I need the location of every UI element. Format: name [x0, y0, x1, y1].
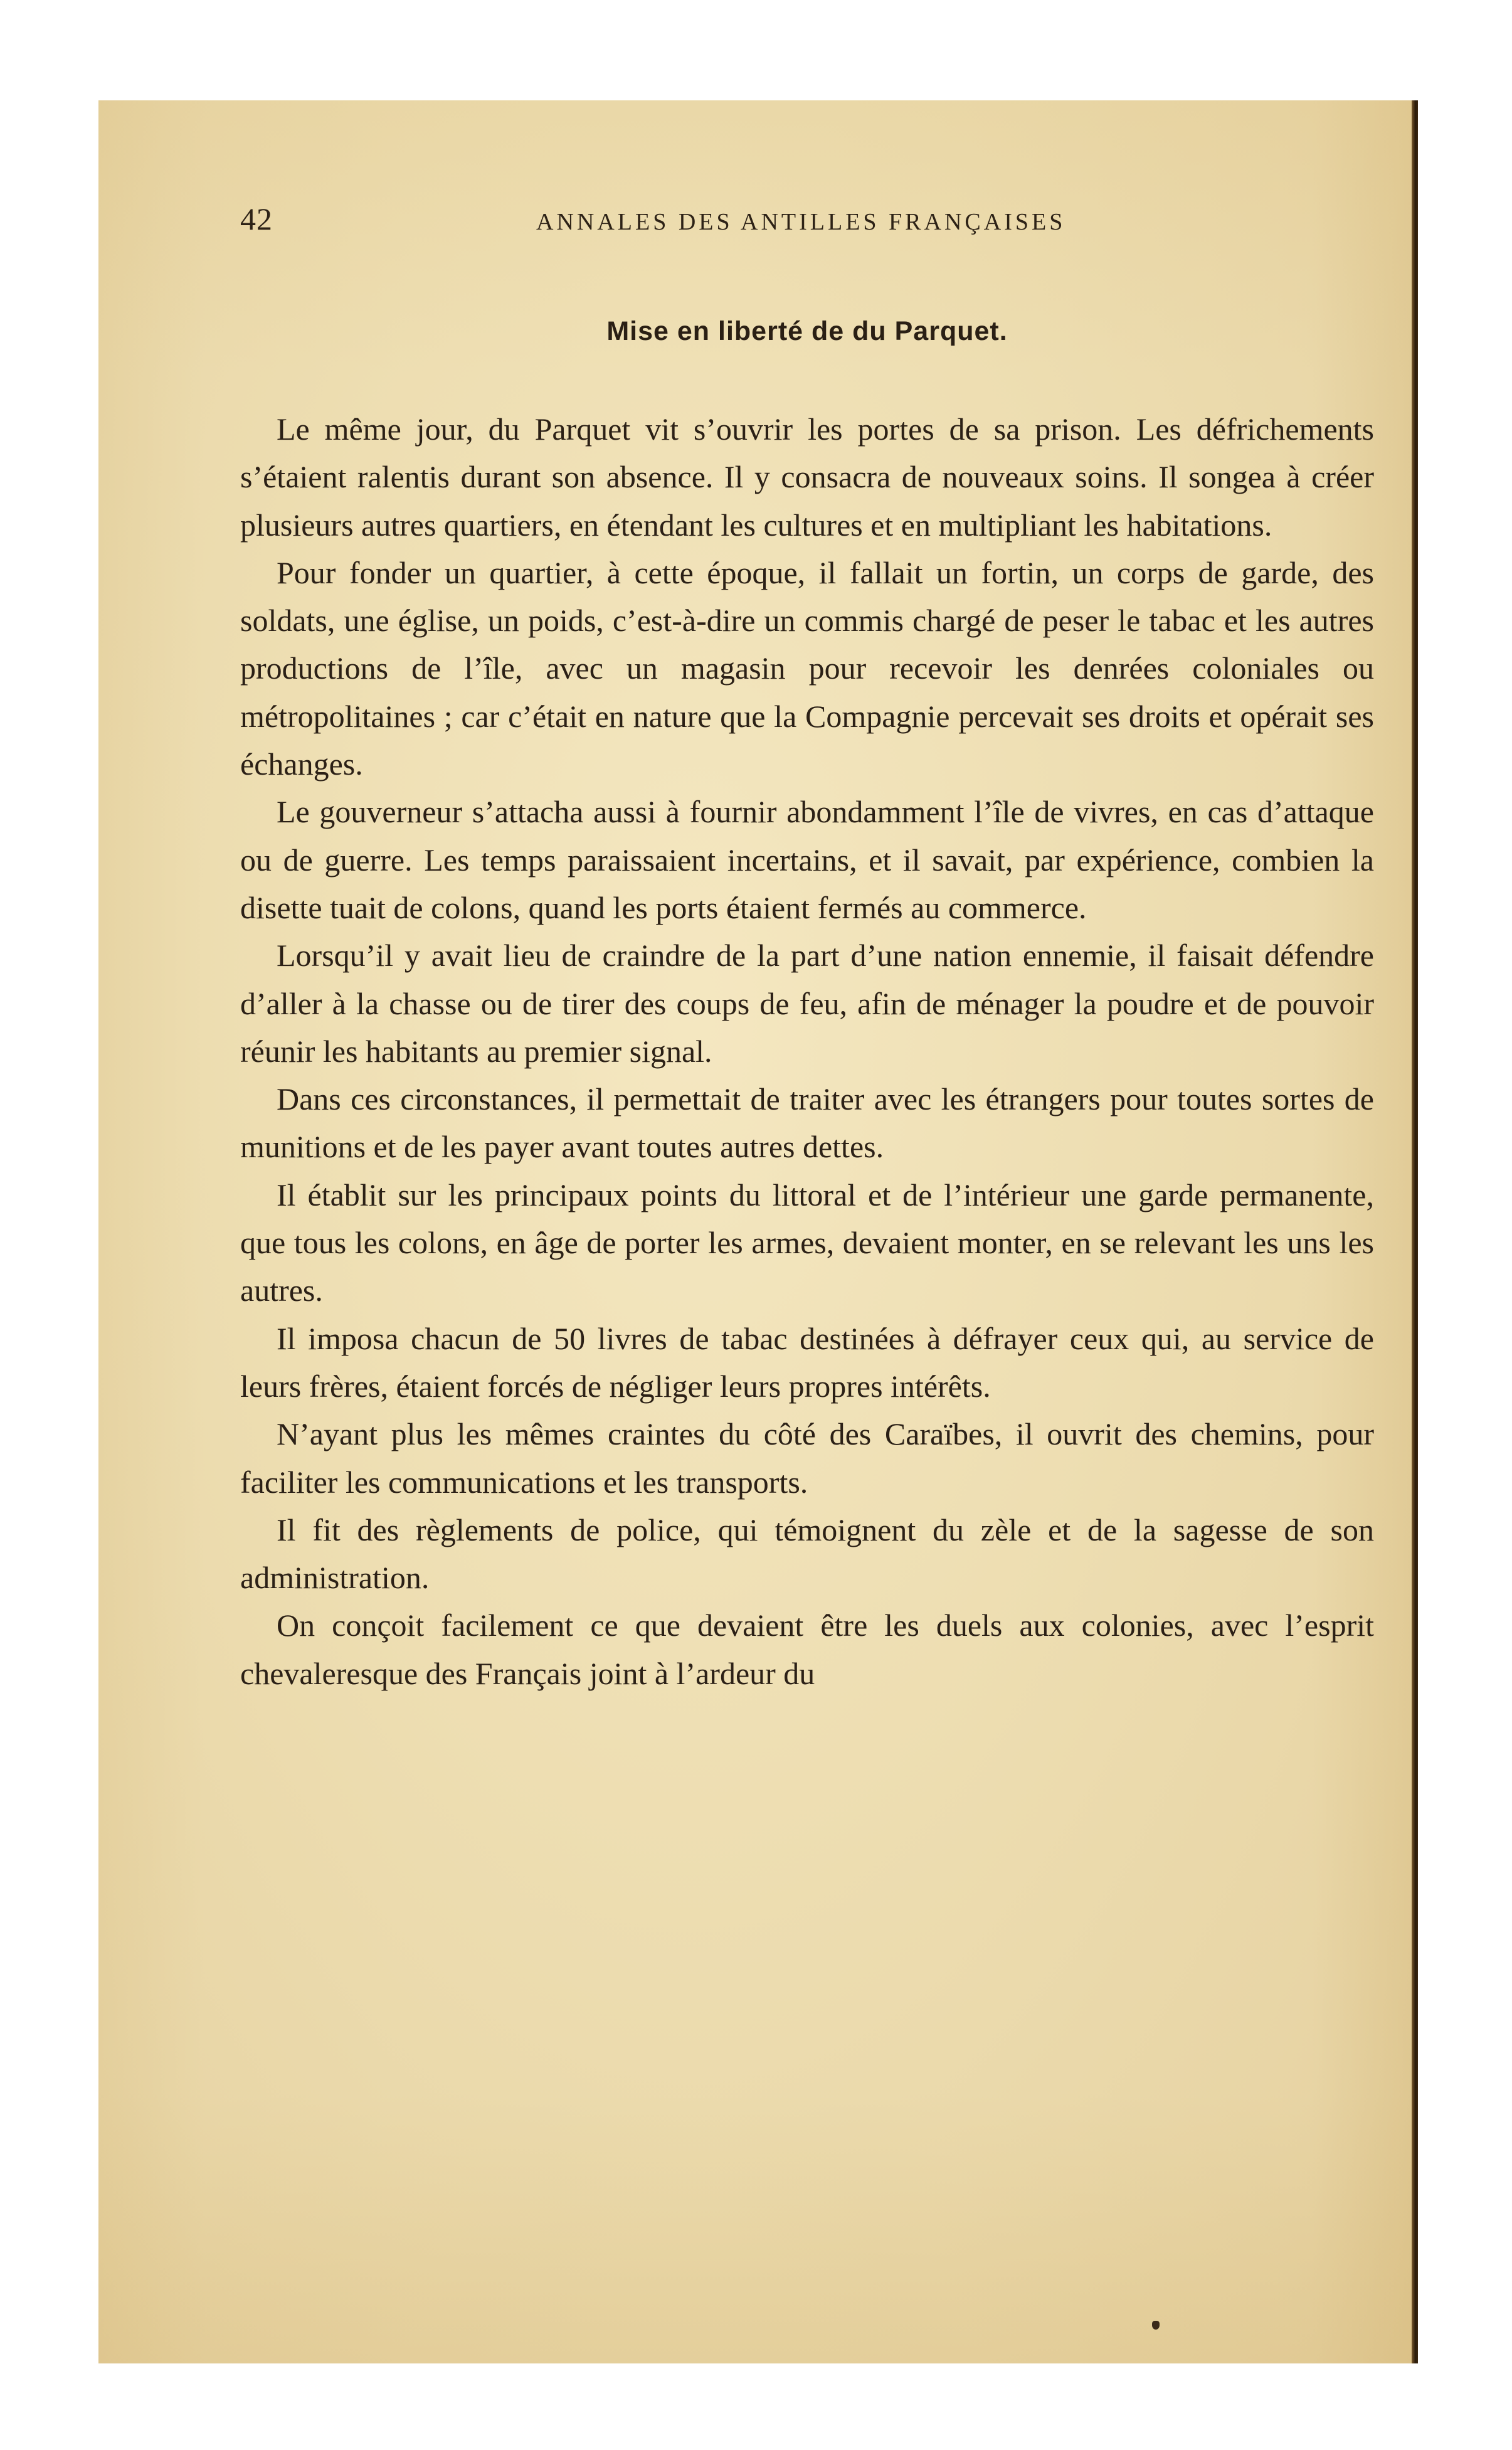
page-number: 42	[240, 201, 273, 236]
paragraph: Lorsqu’il y avait lieu de craindre de la part d’une nation ennemie, il faisait défendre d’aller à la chasse ou de tirer des coups de feu, afin de ménager la poudre et de pouvoir réunir les habitants au premier signal.	[240, 938, 1374, 1069]
paragraph: Pour fonder un quartier, à cette époque, il fallait un fortin, un corps de garde, des soldats, une église, un poids, c’est-à-dire un commis chargé de peser le tabac et les autres productions de l’île, avec un magasin pour recevoir les denrées coloniales ou métropolitaines ; car c’était en nature que la Compagnie percevait ses droits et opérait ses échanges.	[240, 554, 1374, 782]
ink-speck	[1152, 2321, 1160, 2330]
paragraph: Le gouverneur s’attacha aussi à fournir abondamment l’île de vivres, en cas d’attaque ou de guerre. Les temps paraissaient incertains, et il savait, par expérience, combien la disette tuait de colons, quand les ports étaient fermés au commerce.	[240, 794, 1374, 925]
paragraph: Il imposa chacun de 50 livres de tabac destinées à défrayer ceux qui, au service de leurs frères, étaient forcés de négliger leurs propres intérêts.	[240, 1320, 1374, 1404]
page-edge	[1412, 100, 1418, 2363]
paragraph: N’ayant plus les mêmes craintes du côté des Caraïbes, il ouvrit des chemins, pour faciliter les communications et les transports.	[240, 1416, 1374, 1500]
paragraph: Dans ces circonstances, il permettait de traiter avec les étrangers pour toutes sortes de munitions et de les payer avant toutes autres dettes.	[240, 1081, 1374, 1165]
paragraph: Il fit des règlements de police, qui témoignent du zèle et de la sagesse de son administration.	[240, 1512, 1374, 1596]
paragraph: Il établit sur les principaux points du littoral et de l’intérieur une garde permanente, que tous les colons, en âge de porter les armes, devaient monter, en se relevant les uns les autres.	[240, 1177, 1374, 1308]
running-head: ANNALES DES ANTILLES FRANÇAISES	[536, 209, 1066, 235]
paragraph: Le même jour, du Parquet vit s’ouvrir les portes de sa prison. Les défrichements s’étaient ralentis durant son absence. Il y consacra de nouveaux soins. Il songea à créer plusieurs autres quartiers, en étendant les cultures et en multipliant les habitations.	[240, 411, 1374, 543]
page-header	[240, 201, 1374, 245]
paragraph: On conçoit facilement ce que devaient être les duels aux colonies, avec l’esprit chevaleresque des Français joint à l’ardeur du	[240, 1608, 1374, 1691]
body-text	[240, 405, 1374, 1697]
section-title: Mise en liberté de du Parquet.	[606, 316, 1008, 346]
